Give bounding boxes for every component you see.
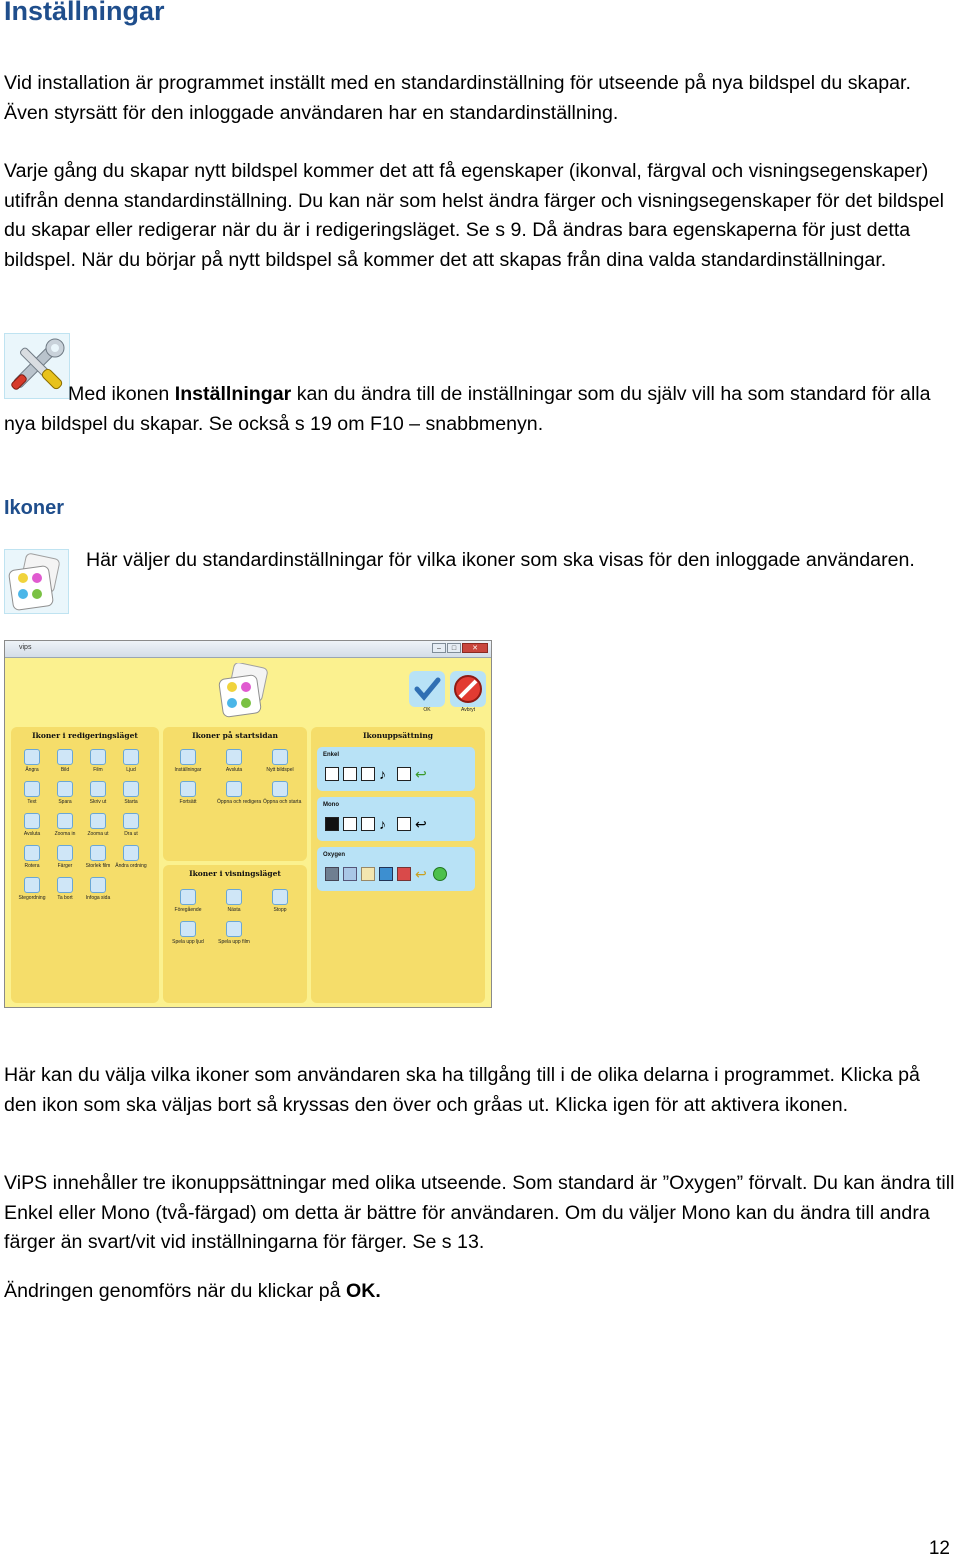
setting-icon-toggle[interactable] — [226, 889, 242, 905]
cancel-button[interactable] — [450, 671, 486, 707]
setting-icon-toggle[interactable] — [123, 781, 139, 797]
setting-icon-label: Nästa — [227, 907, 241, 913]
setting-icon-toggle[interactable] — [90, 813, 106, 829]
setting-icon-label: Öppna och starta — [263, 799, 302, 805]
panel-edit-heading: Ikoner i redigeringsläget — [32, 731, 138, 740]
panel-edit-mode-icons — [11, 727, 159, 1003]
setting-icon-toggle[interactable] — [123, 749, 139, 765]
cancel-label: Avbryt — [460, 707, 476, 713]
ok-label: OK — [423, 707, 431, 713]
section-heading-ikoner: Ikoner — [4, 497, 65, 519]
setting-icon-toggle[interactable] — [90, 781, 106, 797]
setting-icon-toggle[interactable] — [180, 781, 196, 797]
setting-icon-toggle[interactable] — [272, 889, 288, 905]
body-paragraph-2: ViPS innehåller tre ikonuppsättningar med olika utseende. Som standard är ”Oxygen” förvalt. Du kan ändra till Enkel eller Mono (två-färgad) om detta är bättre för användaren. Om du väljer Mono kan du ändra till andra färger än svart/vit vid inställningarna för färger. Se s 13. — [4, 1172, 955, 1253]
minimize-button[interactable]: – — [432, 643, 446, 653]
setting-icon-label: Zooma ut — [87, 831, 109, 837]
page-number: 12 — [928, 1538, 950, 1559]
setting-icon-toggle[interactable] — [57, 845, 73, 861]
panel-start-page-icons — [163, 727, 307, 861]
setting-icon-label: Text — [27, 799, 37, 805]
setting-icon-toggle[interactable] — [24, 813, 40, 829]
setting-icon-toggle[interactable] — [123, 813, 139, 829]
setting-icon-toggle[interactable] — [180, 889, 196, 905]
setting-icon-label: Skriv ut — [89, 799, 107, 805]
setting-icon-label: Zooma in — [54, 831, 76, 837]
page-title: Inställningar — [4, 0, 165, 26]
panel-view-mode-icons — [163, 865, 307, 1003]
body-paragraph-1: Här kan du välja vilka ikoner som användaren ska ha tillgång till i de olika delarna i programmet. Klicka på den ikon som ska väljas bort så kryssas den över och gråas ut. Klicka igen för att aktivera ikonen. — [4, 1064, 920, 1116]
icons-paragraph: Här väljer du standardinställningar för vilka ikoner som ska visas för den inloggade användaren. — [86, 549, 915, 571]
setting-icon-toggle[interactable] — [57, 813, 73, 829]
body-paragraph-3: Ändringen genomförs när du klickar på OK. — [4, 1280, 381, 1302]
setting-icon-label: Föregående — [174, 907, 202, 913]
window-title-bar — [5, 641, 491, 658]
panel-sets-heading: Ikonuppsättning — [362, 731, 434, 740]
setting-icon-toggle[interactable] — [180, 749, 196, 765]
setting-icon-label: Ta bort — [57, 895, 73, 901]
setting-icon-label: Ändra ordning — [115, 863, 147, 869]
panel-view-heading: Ikoner i visningsläget — [189, 869, 281, 878]
setting-icon-label: Stegordning — [18, 895, 46, 901]
setting-icon-toggle[interactable] — [90, 845, 106, 861]
icon-set-enkel[interactable]: Enkel ♪ ↩ — [317, 747, 475, 791]
setting-icon-label: Spara — [58, 799, 72, 805]
setting-icon-toggle[interactable] — [24, 749, 40, 765]
setting-icon-toggle[interactable] — [180, 921, 196, 937]
setting-icon-toggle[interactable] — [226, 781, 242, 797]
setting-icon-label: Bild — [60, 767, 70, 773]
setting-icon-toggle[interactable] — [57, 749, 73, 765]
setting-icon-label: Spela upp ljud — [172, 939, 204, 945]
setting-icon-toggle[interactable] — [90, 877, 106, 893]
setting-icon-label: Storlek film — [85, 863, 111, 869]
setting-icon-label: Rotera — [24, 863, 40, 869]
setting-icon-toggle[interactable] — [226, 921, 242, 937]
icon-set-mono[interactable]: Mono ♪ ↩ — [317, 797, 475, 841]
setting-icon-label: Dra ut — [124, 831, 138, 837]
intro-paragraph-2: Varje gång du skapar nytt bildspel kommer det att få egenskaper (ikonval, färgval och visningsegenskaper) utifrån denna standardinställning. Du kan när som helst ändra färger och visningsegenskaper för det bildspel du skapar eller redigerar när du är i redigeringsläget. Se s 9. Då ändras bara egenskaperna för just detta bildspel. När du börjar på nytt bildspel så kommer det att skapas från dina valda standardinställningar. — [4, 160, 944, 271]
icon-sets-icon — [4, 549, 69, 614]
close-window-button[interactable]: ✕ — [462, 643, 488, 653]
setting-icon-label: Nytt bildspel — [266, 767, 294, 773]
panel-start-heading: Ikoner på startsidan — [192, 731, 278, 740]
ikoner-header-icon — [217, 663, 275, 719]
icon-set-oxygen[interactable]: Oxygen ↩ — [317, 847, 475, 891]
setting-icon-toggle[interactable] — [226, 749, 242, 765]
setting-icon-label: Ljud — [126, 767, 136, 773]
setting-icon-label: Öppna och redigera — [217, 799, 262, 805]
setting-icon-label: Inställningar — [174, 767, 202, 773]
setting-icon-label: Infoga sida — [85, 895, 111, 901]
maximize-button[interactable]: □ — [447, 643, 461, 653]
settings-window-screenshot — [4, 640, 492, 1008]
setting-icon-label: Avsluta — [23, 831, 41, 837]
setting-icon-label: Stopp — [273, 907, 287, 913]
window-title: vips — [19, 644, 32, 651]
panel-icon-sets — [311, 727, 485, 1003]
setting-icon-label: Fortsätt — [179, 799, 197, 805]
setting-icon-toggle[interactable] — [57, 781, 73, 797]
setting-icon-label: Avsluta — [225, 767, 243, 773]
setting-icon-toggle[interactable] — [272, 749, 288, 765]
settings-icon-paragraph: Med ikonen Inställningar kan du ändra till de inställningar som du själv vill ha som standard för alla nya bildspel du skapar. Se också s 19 om F10 – snabbmenyn. — [4, 383, 931, 435]
setting-icon-toggle[interactable] — [24, 877, 40, 893]
setting-icon-label: Starta — [124, 799, 138, 805]
setting-icon-toggle[interactable] — [90, 749, 106, 765]
setting-icon-toggle[interactable] — [57, 877, 73, 893]
setting-icon-label: Film — [93, 767, 103, 773]
setting-icon-toggle[interactable] — [24, 845, 40, 861]
ok-button[interactable] — [409, 671, 445, 707]
setting-icon-toggle[interactable] — [123, 845, 139, 861]
setting-icon-label: Färger — [57, 863, 73, 869]
setting-icon-label: Ångra — [25, 767, 39, 773]
setting-icon-label: Spela upp film — [218, 939, 250, 945]
setting-icon-toggle[interactable] — [272, 781, 288, 797]
intro-paragraph-1: Vid installation är programmet inställt med en standardinställning för utseende på nya bildspel du skapar. Även styrsätt för den inloggade användaren har en standardinställning. — [4, 72, 911, 124]
setting-icon-toggle[interactable] — [24, 781, 40, 797]
